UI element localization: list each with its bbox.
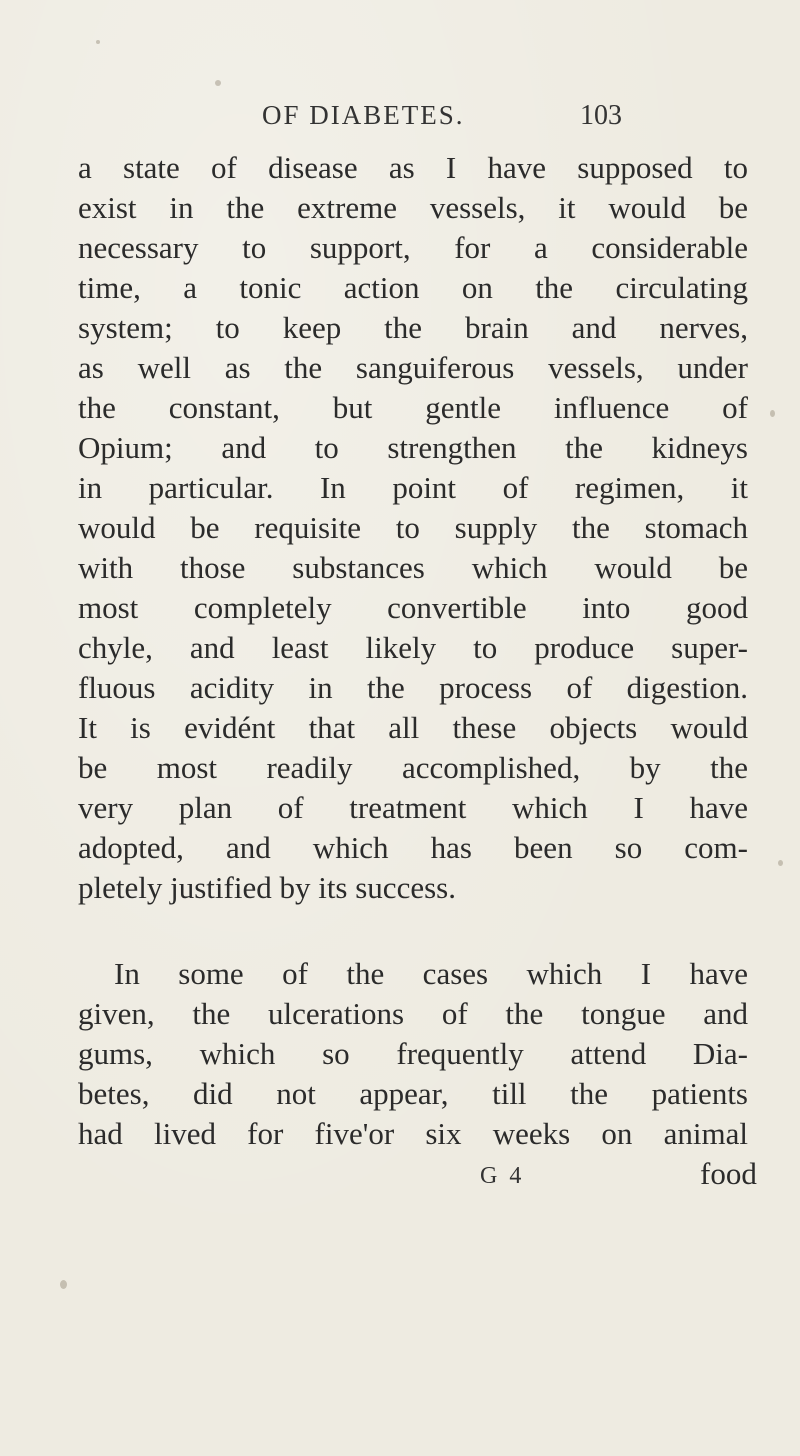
paragraph-gap [78, 908, 748, 954]
text-line: Opium; and to strengthen the kidneys [78, 430, 748, 465]
running-title: OF DIABETES. [262, 100, 465, 130]
paragraph-2 [78, 954, 748, 1154]
footer-line [78, 1154, 757, 1194]
text-line: be most readily accomplished, by the [78, 750, 748, 785]
text-line: system; to keep the brain and nerves, [78, 310, 748, 345]
text-line: gums, which so frequently attend Dia- [78, 1036, 748, 1071]
text-line: In some of the cases which I have [114, 956, 748, 991]
text-line: given, the ulcerations of the tongue and [78, 996, 748, 1031]
text-line: very plan of treatment which I have [78, 790, 748, 825]
ink-speck [60, 1280, 67, 1289]
text-line: exist in the extreme vessels, it would be [78, 190, 748, 225]
text-line: would be requisite to supply the stomach [78, 510, 748, 545]
page-number: 103 [580, 100, 622, 131]
text-line: chyle, and least likely to produce super- [78, 630, 748, 665]
text-line: necessary to support, for a considerable [78, 230, 748, 265]
ink-speck [770, 410, 775, 417]
catchword: food [700, 1156, 757, 1191]
text-line: as well as the sanguiferous vessels, under [78, 350, 748, 385]
text-line: had lived for five'or six weeks on animal [78, 1116, 748, 1151]
page-header [262, 100, 662, 140]
ink-speck [215, 80, 221, 86]
text-line: betes, did not appear, till the patients [78, 1076, 748, 1111]
body-text [78, 148, 757, 1194]
ink-speck [96, 40, 100, 44]
ink-speck [778, 860, 783, 866]
text-line: It is evidént that all these objects would [78, 710, 748, 745]
signature-mark: G 4 [480, 1163, 525, 1189]
text-line: in particular. In point of regimen, it [78, 470, 748, 505]
text-line: fluous acidity in the process of digestion. [78, 670, 748, 705]
text-line: adopted, and which has been so com- [78, 830, 748, 865]
text-line: most completely convertible into good [78, 590, 748, 625]
text-line: the constant, but gentle influence of [78, 390, 748, 425]
paragraph-1 [78, 148, 748, 908]
text-line: with those substances which would be [78, 550, 748, 585]
text-line: time, a tonic action on the circulating [78, 270, 748, 305]
text-line: a state of disease as I have supposed to [78, 150, 748, 185]
text-line: pletely justified by its success. [78, 870, 456, 905]
